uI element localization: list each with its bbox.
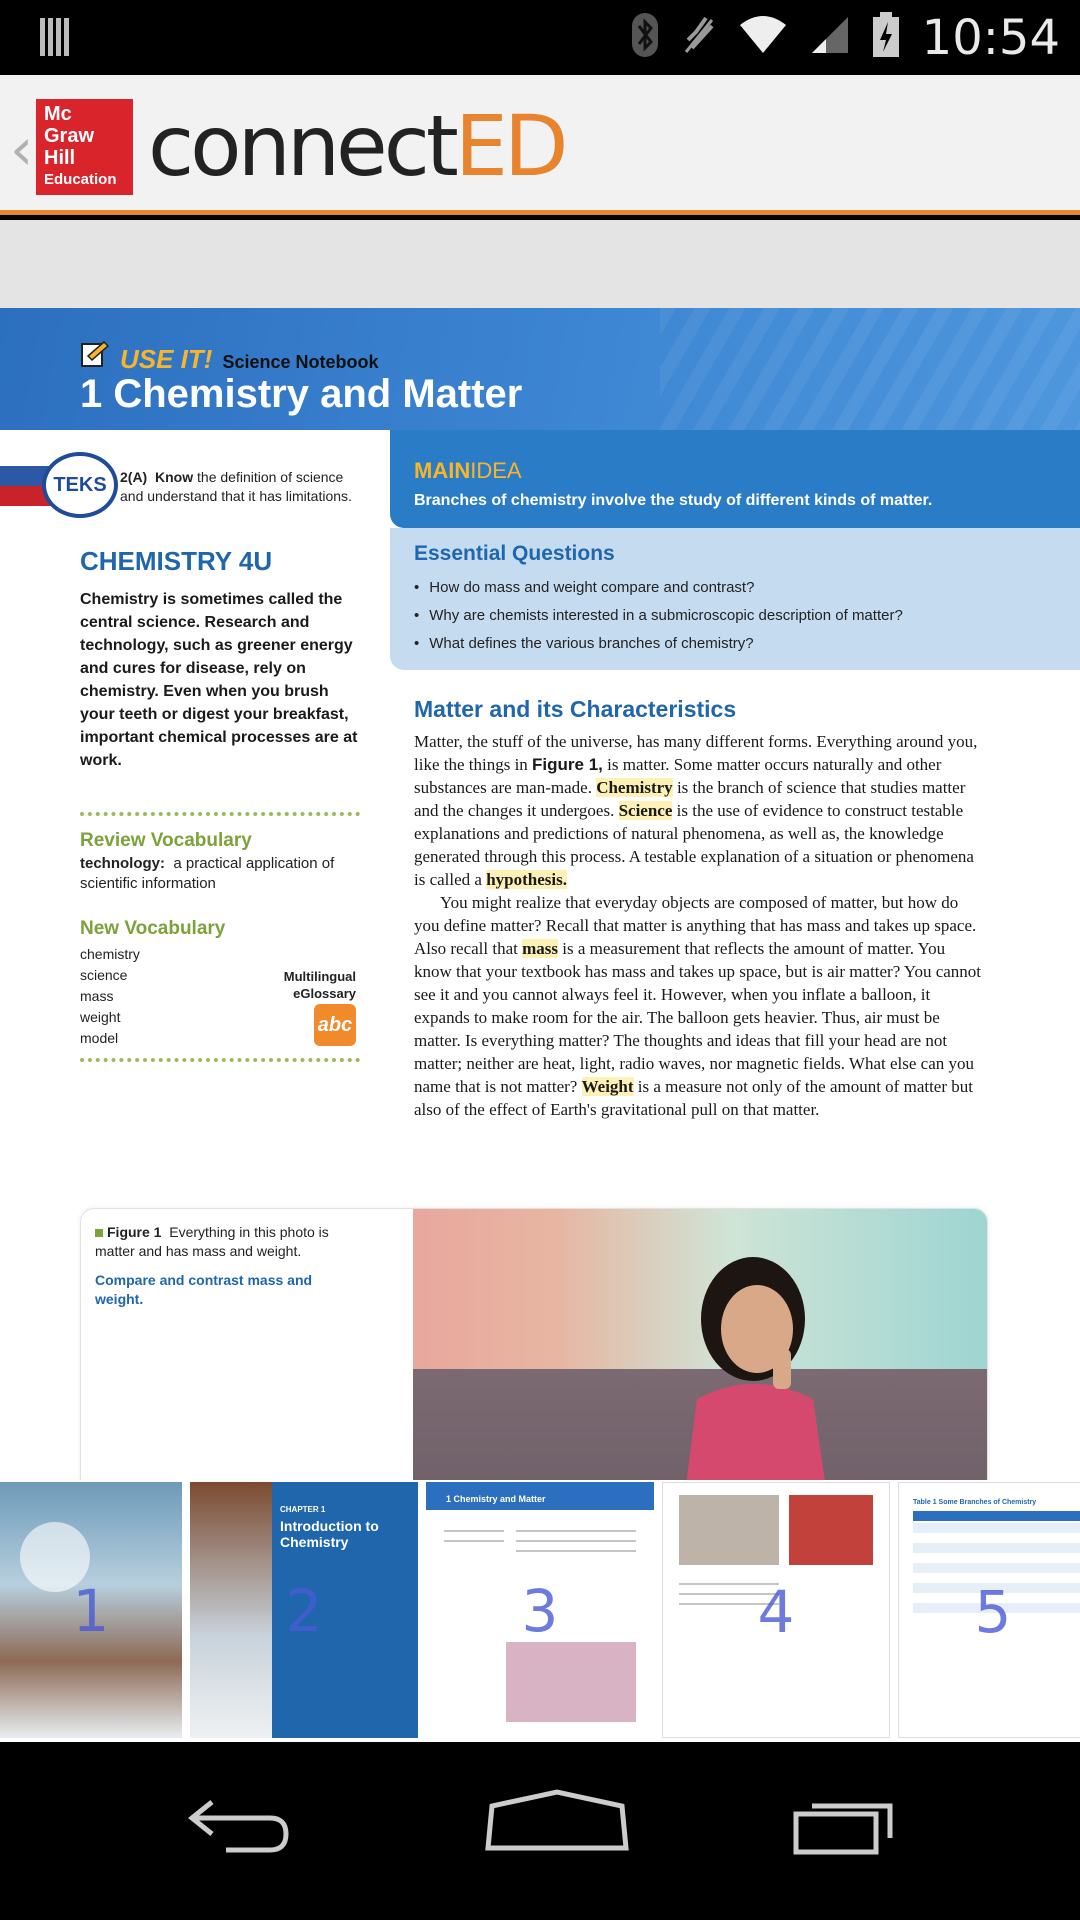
vocab-term[interactable]: weight [80,1009,121,1025]
notebook-icon [80,340,110,373]
barcode-icon [38,14,72,63]
thumbnail-page-1[interactable]: 1 [0,1482,182,1738]
paragraph: You might realize that everyday objects are composed of matter, but how do you define matter? Recall that matter is anything that has mass and takes up space. Also recall that mass is a measurement that reflects the amount of matter. You know that your textbook has mass and takes up space, but is air matter? You cannot see it and you cannot always feel it. However, when you inflate a balloon, it expands to make room for the air. The balloon gets heavier. Thus, air must be matter. Is everything matter? The thoughts and ideas that fill your head are not matter; neither are heat, light, radio waves, nor magnetic fields. What else can you name that is not matter? Weight is a measure not only of the amount of matter but also of the effect of Earth's gravitational pull on that matter. [414,893,982,1119]
section-body [414,730,984,1121]
figure-compare-contrast: Compare and contrast mass and weight. [95,1272,313,1307]
girl-on-phone-image [653,1249,853,1480]
main-idea-text: Branches of chemistry involve the study of different kinds of matter. [414,492,933,509]
use-it-subtitle: Science Notebook [222,352,379,372]
back-chevron-icon[interactable]: ‹ [10,115,34,183]
eglossary-icon[interactable]: abc [314,1004,356,1046]
clock: 10:54 [921,9,1060,66]
mcgraw-hill-logo: Mc Graw Hill Education [36,99,133,195]
essential-question: • Why are chemists interested in a submicroscopic description of matter? [414,602,903,630]
teks-description: 2(A) Know the definition of science and understand that it has limitations. [120,469,352,504]
vocab-term[interactable]: model [80,1030,119,1046]
vocab-term[interactable]: mass [80,988,114,1004]
vocab-term[interactable]: science [80,967,128,983]
signal-icon [810,15,850,60]
status-bar [0,0,1080,75]
review-vocabulary-entry: technology: a practical application of scientific information [80,855,335,892]
figure-1[interactable] [80,1208,988,1480]
page-thumbnail-strip[interactable] [0,1480,1080,1742]
mute-icon [682,12,716,63]
connected-logo: connectED [148,97,565,195]
glossary-term[interactable]: Weight [581,1077,634,1096]
thumbnail-page-3[interactable]: 1 Chemistry and Matter 3 [426,1482,654,1738]
review-vocabulary-heading: Review Vocabulary [80,830,252,851]
essential-question: • What defines the various branches of chemistry? [414,630,903,658]
navigation-bar [0,1742,1080,1920]
chapter-banner [0,308,1080,430]
bluetooth-icon [630,12,660,63]
essential-question: • How do mass and weight compare and contrast? [414,574,903,602]
book-page[interactable] [0,308,1080,1480]
wifi-icon [738,15,788,60]
divider [80,1058,360,1062]
section-title: Matter and its Characteristics [414,696,737,722]
chemistry-4u-body: Chemistry is sometimes called the central science. Research and technology, such as greener energy and cures for disease, rely on chemistry. Even when you brush your teeth or digest your breakfast, important chemical processes are at work. [80,591,358,769]
new-vocabulary-list [80,944,140,1049]
thumbnail-page-4[interactable]: 4 [662,1482,890,1738]
reader-margin [0,220,1080,308]
back-icon[interactable] [186,1794,292,1861]
essential-questions-heading: Essential Questions [414,542,615,565]
app-header [0,75,1080,215]
figure-photo [413,1209,988,1480]
chapter-title: 1 Chemistry and Matter [80,372,523,416]
glossary-term[interactable]: Chemistry [596,778,673,797]
use-it-label: USE IT! [120,344,213,374]
thumbnail-page-5[interactable]: Table 1 Some Branches of Chemistry 5 [898,1482,1080,1738]
main-idea-heading: MAINIDEA [414,458,522,483]
vocab-term[interactable]: chemistry [80,946,140,962]
main-idea-box [390,430,1080,528]
battery-icon [872,12,900,63]
home-icon[interactable] [484,1788,630,1857]
teks-badge: TEKS [42,452,118,518]
paragraph: Matter, the stuff of the universe, has many different forms. Everything around you, like the things in Figure 1, is matter. Some matter occurs naturally and other substances are man-made. Chemistry is the branch of science that studies matter and the changes it undergoes. Science is the use of evidence to construct testable explanations and predictions of natural phenomena, as well as, the knowledge generated through this process. A testable explanation of a situation or phenomena is called a hypothesis. [414,732,978,889]
chemistry-4u-title: CHEMISTRY 4U [80,546,273,576]
glossary-term[interactable]: hypothesis. [486,870,567,889]
new-vocabulary-heading: New Vocabulary [80,918,226,939]
glossary-term[interactable]: mass [522,939,559,958]
glossary-term[interactable]: Science [618,801,673,820]
recents-icon[interactable] [792,1794,896,1861]
essential-questions-box [390,528,1080,670]
divider [80,812,360,816]
eglossary-label: Multilingual eGlossary [283,969,356,1001]
thumbnail-page-2[interactable]: CHAPTER 1 Introduction to Chemistry 2 [190,1482,418,1738]
figure-caption: Figure 1 Everything in this photo is matter and has mass and weight. [95,1224,329,1259]
